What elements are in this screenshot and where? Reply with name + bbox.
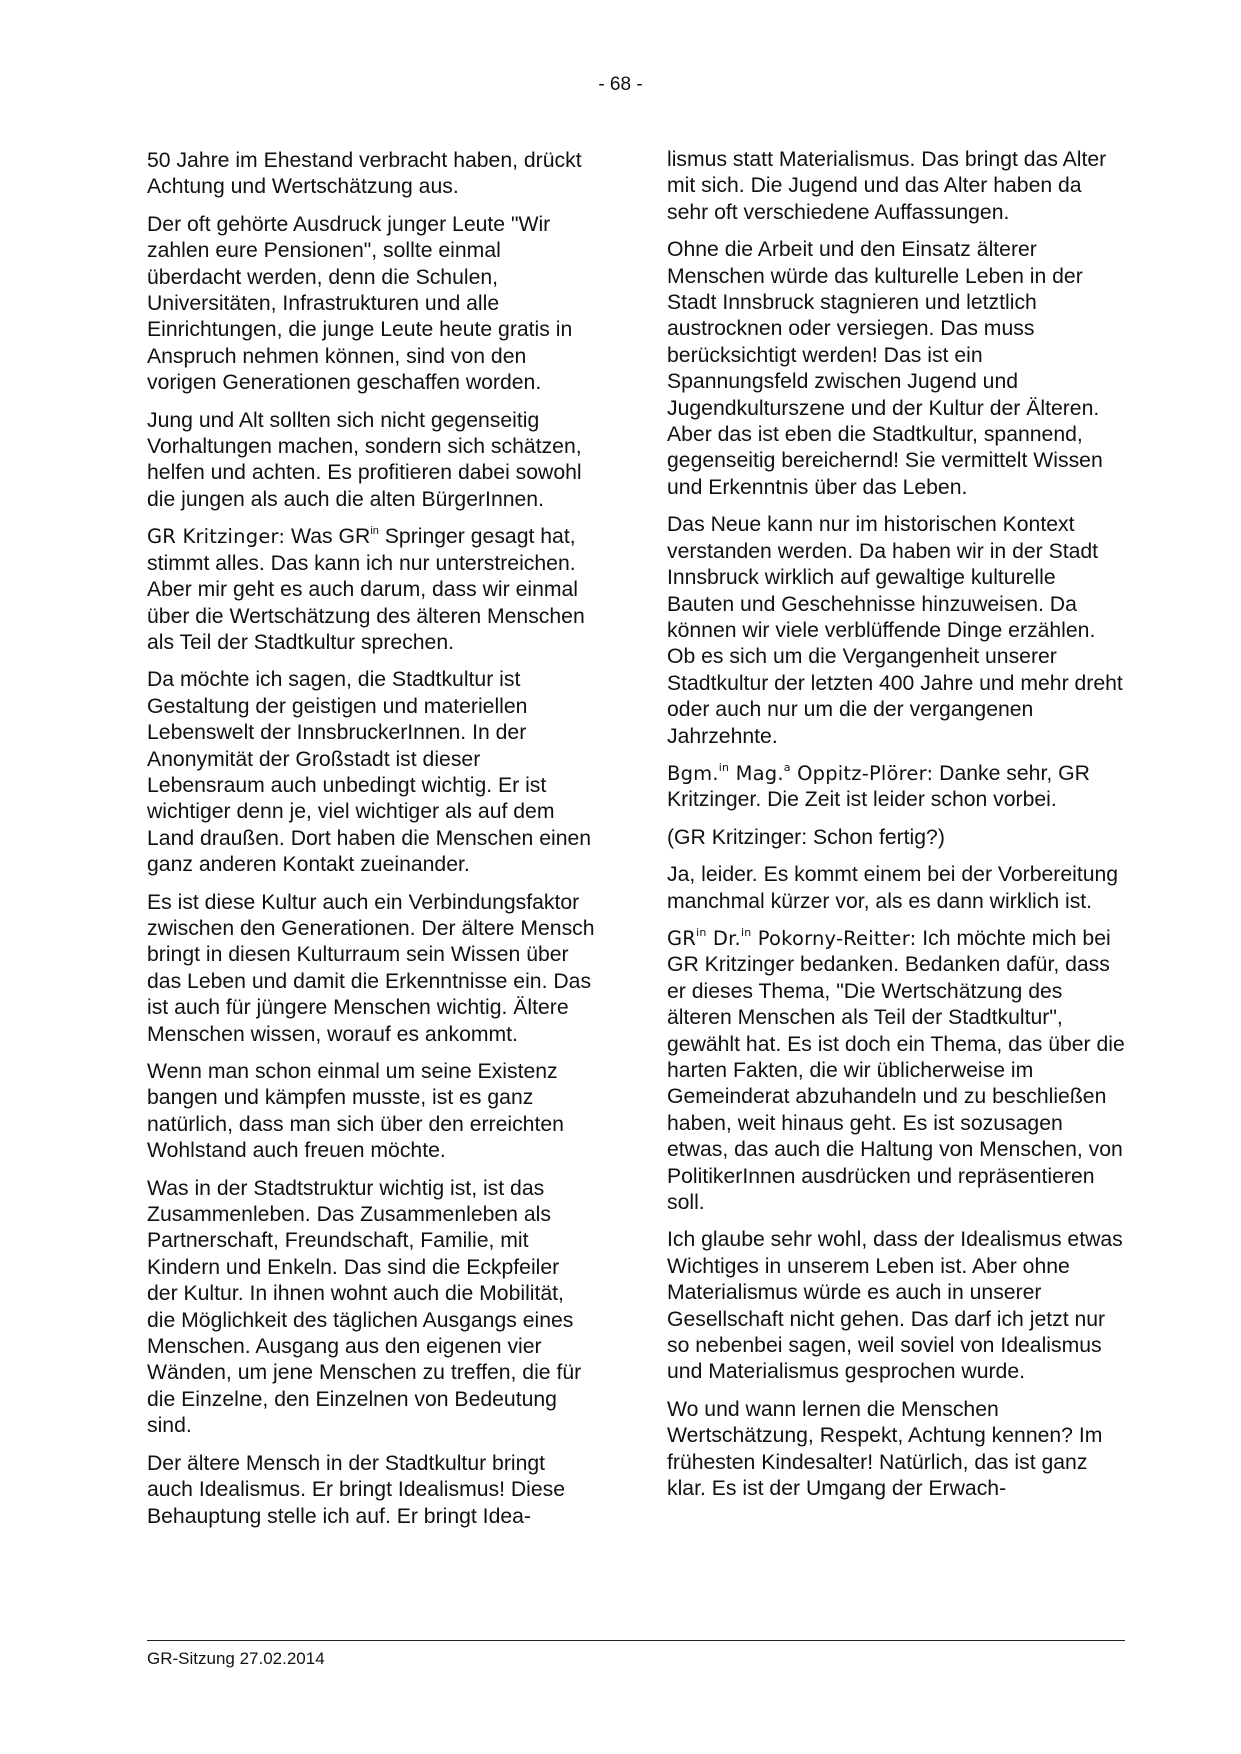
paragraph: Der ältere Mensch in der Stadtkultur bringt auch Idealismus. Er bringt Idealismus! Diese Behauptung stelle ich auf. Er bringt Idea- [147, 1451, 566, 1528]
speaker-surname: Pokorny-Reitter: [751, 926, 917, 950]
page-number: - 68 - [598, 74, 643, 95]
paragraph: lismus statt Materialismus. Das bringt das Alter mit sich. Die Jugend und das Alter haben da sehr oft verschiedene Auffassungen. [667, 148, 1107, 224]
paragraph: Der oft gehörte Ausdruck junger Leute "Wir zahlen eure Pensionen", sollte einmal überdacht werden, denn die Schulen, Universitäten, Infrastrukturen und alle Einrichtungen, die junge Leute heute gratis in Anspruch nehmen können, sind von den vorigen Generationen geschaffen worden. [147, 212, 573, 395]
paragraph-text: Ich möchte mich bei GR Kritzinger bedanken. Bedanken dafür, dass er dieses Thema, "Die Wertschätzung des älteren Menschen als Teil der Stadtkultur", gewählt hat. Es ist doch ein Thema, das über die harten Fakten, die wir üblicherweise im Gemeinderat abzuhandeln und zu beschließen haben, weit hinaus geht. Es ist sozusagen etwas, das auch die Haltung von Menschen, von PolitikerInnen ausdrücken und repräsentieren soll. [667, 926, 1125, 1215]
paragraph-interjection: (GR Kritzinger: Schon fertig?) [667, 825, 945, 849]
paragraph-kritzinger [147, 524, 595, 656]
paragraph: Das Neue kann nur im historischen Kontext verstanden werden. Da haben wir in der Stadt Innsbruck wirklich auf gewaltige kulturelle Bauten und Geschehnisse hinzuweisen. Da können wir viele verblüffende Dinge erzählen. Ob es sich um die Vergangenheit unserer Stadtkultur der letzten 400 Jahre und mehr dreht oder auch nur um die der vergangenen Jahrzehnte. [667, 513, 1123, 748]
superscript: in [370, 525, 379, 538]
paragraph: 50 Jahre im Ehestand verbracht haben, drückt Achtung und Wertschätzung aus. [147, 149, 582, 199]
paragraph-oppitz-ploerer [667, 761, 1125, 814]
speaker-title: GR [667, 926, 697, 950]
superscript: a [783, 760, 791, 774]
paragraph: Ich glaube sehr wohl, dass der Idealismus etwas Wichtiges in unserem Leben ist. Aber ohne Materialismus würde es auch in unserer Gesellschaft nicht gehen. Das darf ich jetzt nur so nebenbei sagen, weil soviel von Idealismus und Materialismus gesprochen wurde. [667, 1228, 1123, 1384]
paragraph: Es ist diese Kultur auch ein Verbindungsfaktor zwischen den Generationen. Der ältere Mensch bringt in diesen Kulturraum sein Wissen über das Leben und damit die Erkenntnisse ein. Das ist auch für jüngere Menschen wichtig. Ältere Menschen wissen, worauf es ankommt. [147, 890, 595, 1046]
paragraph: Ja, leider. Es kommt einem bei der Vorbereitung manchmal kürzer vor, als es dann wirklich ist. [667, 863, 1119, 913]
speaker-title: Dr. [706, 926, 741, 950]
speaker-title: Bgm. [667, 761, 719, 785]
paragraph: Wo und wann lernen die Menschen Wertschätzung, Respekt, Achtung kennen? Im frühesten Kindesalter! Natürlich, das ist ganz klar. Es ist der Umgang der Erwach- [667, 1397, 1103, 1501]
paragraph-text: Danke sehr, GR Kritzinger. Die Zeit ist leider schon vorbei. [667, 761, 1090, 812]
paragraph: Wenn man schon einmal um seine Existenz bangen und kämpfen musste, ist es ganz natürlich, dass man sich über den erreichten Wohlstand auch freuen möchte. [147, 1060, 564, 1163]
paragraph: Jung und Alt sollten sich nicht gegenseitig Vorhaltungen machen, sondern sich schätzen, helfen und achten. Es profitieren dabei sowohl die jungen als auch die alten BürgerInnen. [147, 408, 582, 511]
speaker-name [667, 762, 933, 785]
speaker-name [667, 927, 916, 950]
superscript: in [740, 925, 752, 939]
paragraph-pokorny-reitter [667, 926, 1125, 1216]
superscript: in [718, 760, 730, 774]
paragraph-text: Springer gesagt hat, stimmt alles. Das kann ich nur unterstreichen. Aber mir geht es auch darum, dass wir einmal über die Wertschätzung des älteren Menschen als Teil der Stadtkultur sprechen. [147, 525, 585, 654]
paragraph: Was in der Stadtstruktur wichtig ist, ist das Zusammenleben. Das Zusammenleben als Partnerschaft, Freundschaft, Familie, mit Kindern und Enkeln. Das sind die Eckpfeiler der Kultur. In ihnen wohnt auch die Mobilität, die Möglichkeit des täglichen Ausgangs eines Menschen. Ausgang aus den eigenen vier Wänden, um jene Menschen zu treffen, die für die Einzelne, den Einzelnen von Bedeutung sind. [147, 1176, 582, 1438]
speaker-title: Mag. [729, 761, 784, 785]
left-column [147, 148, 595, 1541]
paragraph: Ohne die Arbeit und den Einsatz älterer Menschen würde das kulturelle Leben in der Stadt Innsbruck stagnieren und letztlich austrocknen oder versiegen. Das muss berücksichtigt werden! Das ist ein Spannungsfeld zwischen Jugend und Jugendkulturszene und der Kultur der Älteren. Aber das ist eben die Stadtkultur, spannend, gegenseitig bereichernd! Sie vermittelt Wissen und Erkenntnis über das Leben. [667, 238, 1103, 499]
superscript: in [696, 925, 707, 939]
paragraph-text: Was GR [285, 525, 371, 549]
speaker-name: GR Kritzinger: [147, 525, 286, 549]
right-column [667, 147, 1125, 1514]
paragraph: Da möchte ich sagen, die Stadtkultur ist Gestaltung der geistigen und materiellen Lebenswelt der InnsbruckerInnen. In der Anonymität der Großstadt ist dieser Lebensraum auch unbedingt wichtig. Er ist wichtiger denn je, viel wichtiger als auf dem Land draußen. Dort haben die Menschen einen ganz anderen Kontakt zueinander. [147, 668, 592, 877]
footer-session-date: GR-Sitzung 27.02.2014 [147, 1649, 325, 1668]
speaker-surname: Oppitz-Plörer: [790, 761, 934, 785]
footer-divider [147, 1640, 1125, 1641]
